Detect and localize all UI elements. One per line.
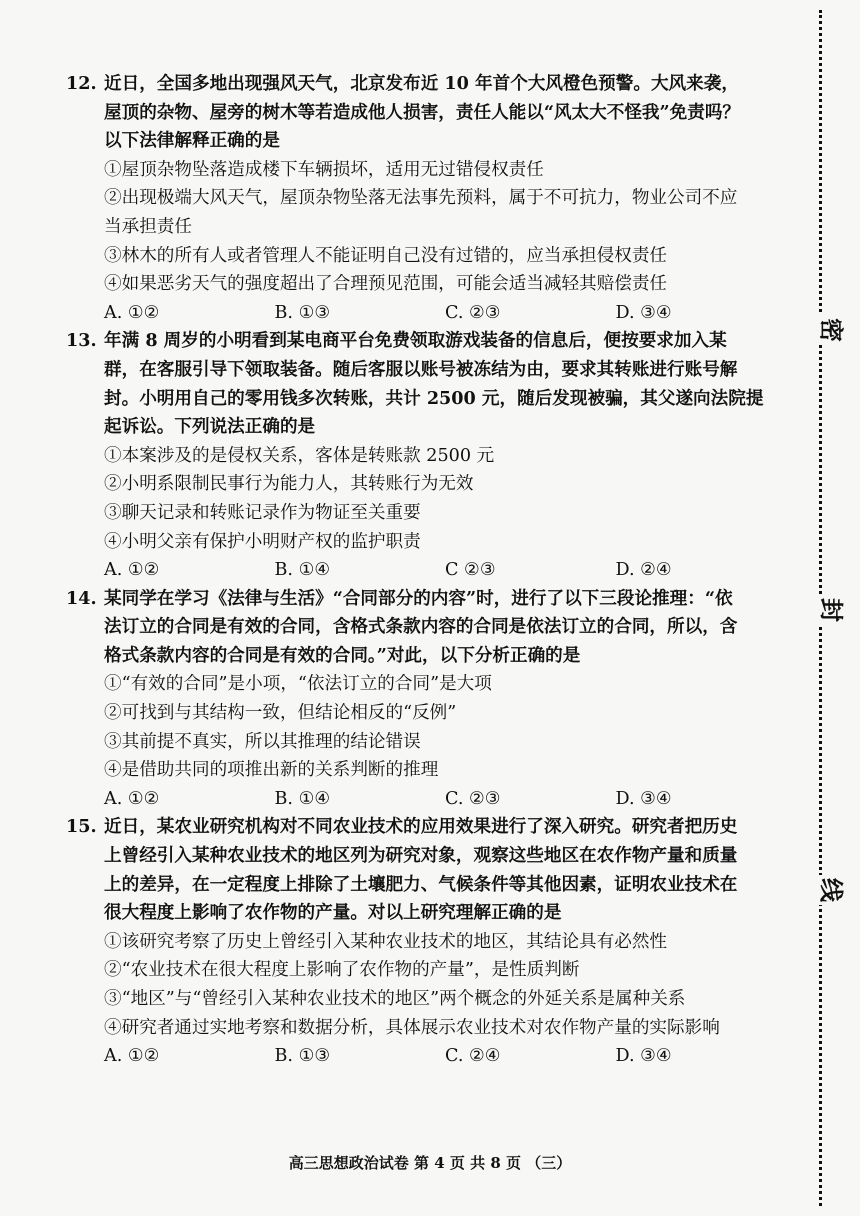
statement-option: ②出现极端大风天气，屋顶杂物坠落无法事先预料，属于不可抗力，物业公司不应 <box>104 188 738 209</box>
question-stem-line <box>66 99 786 128</box>
question-15 <box>66 813 786 1070</box>
answer-choice[interactable]: C. ②③ <box>445 788 501 809</box>
answer-choice[interactable]: D. ②④ <box>615 560 672 581</box>
answer-choice[interactable]: A. ①② <box>104 302 160 323</box>
stem-text: 法订立的合同是有效的合同，含格式条款内容的合同是依法订立的合同，所以，含 <box>104 616 738 638</box>
question-stem-line <box>66 899 786 928</box>
stem-text: 很大程度上影响了农作物的产量。对以上研究理解正确的是 <box>104 902 562 924</box>
stem-text: 上曾经引入某种农业技术的地区列为研究对象，观察这些地区在农作物产量和质量 <box>104 845 738 867</box>
page-footer: 高三思想政治试卷 第 4 页 共 8 页 （三） <box>288 1154 572 1172</box>
statement-option: ①该研究考察了历史上曾经引入某种农业技术的地区，其结论具有必然性 <box>104 931 668 952</box>
answer-choice[interactable]: C. ②③ <box>445 302 501 323</box>
question-stem-line <box>66 813 786 842</box>
answer-choice[interactable]: C ②③ <box>445 560 496 581</box>
statement-option: ④研究者通过实地考察和数据分析，具体展示农业技术对农作物产量的实际影响 <box>104 1017 720 1038</box>
statement-option: ③聊天记录和转账记录作为物证至关重要 <box>104 502 421 523</box>
answer-choice[interactable]: D. ③④ <box>615 788 672 809</box>
answer-choice[interactable]: A. ①② <box>104 788 160 809</box>
stem-text: 年满 8 周岁的小明看到某电商平台免费领取游戏装备的信息后，便按要求加入某 <box>104 330 727 352</box>
answer-choice[interactable]: A. ①② <box>104 1046 160 1067</box>
stem-text: 近日，全国多地出现强风天气，北京发布近 10 年首个大风橙色预警。大风来袭， <box>104 73 739 94</box>
answer-choice[interactable]: C. ②④ <box>445 1046 501 1067</box>
question-number: 15. <box>66 816 97 838</box>
statement-option: ③其前提不真实，所以其推理的结论错误 <box>104 731 421 752</box>
statement-option: 当承担责任 <box>104 216 192 237</box>
stem-text: 起诉讼。下列说法正确的是 <box>104 416 316 438</box>
binding-char-xian: 线 <box>813 875 849 905</box>
question-13 <box>66 327 786 584</box>
question-stem-line <box>66 871 786 900</box>
answer-choice[interactable]: B. ①③ <box>274 1046 331 1067</box>
answer-choices <box>66 785 786 814</box>
binding-char-mi: 密 <box>813 315 849 345</box>
statement-option: ④是借助共同的项推出新的关系判断的推理 <box>104 760 439 781</box>
statement-option: ①“有效的合同”是小项，“依法订立的合同”是大项 <box>104 674 492 695</box>
question-stem-line <box>66 642 786 671</box>
stem-text: 封。小明用自己的零用钱多次转账，共计 2500 元，随后发现被骗，其父遂向法院提 <box>104 387 764 409</box>
question-stem-line <box>66 842 786 871</box>
answer-choice[interactable]: D. ③④ <box>615 302 672 323</box>
stem-text: 以下法律解释正确的是 <box>104 130 280 152</box>
statement-option: ④小明父亲有保护小明财产权的监护职责 <box>104 531 421 552</box>
statement-option: ②“农业技术在很大程度上影响了农作物的产量”，是性质判断 <box>104 960 580 981</box>
question-stem-line <box>66 413 786 442</box>
statement-option: ①屋顶杂物坠落造成楼下车辆损坏，适用无过错侵权责任 <box>104 159 544 180</box>
question-number: 12. <box>66 73 97 94</box>
statement-option: ①本案涉及的是侵权关系，客体是转账款 2500 元 <box>104 445 495 466</box>
question-stem-line <box>66 613 786 642</box>
question-number: 13. <box>66 330 97 352</box>
statement-option: ②小明系限制民事行为能力人，其转账行为无效 <box>104 474 474 495</box>
answer-choice[interactable]: D. ③④ <box>615 1046 672 1067</box>
question-number: 14. <box>66 587 97 609</box>
questions-area <box>66 70 786 1071</box>
answer-choices <box>66 1042 786 1071</box>
binding-char-feng: 封 <box>813 595 849 625</box>
answer-choices <box>66 299 786 328</box>
question-stem-line <box>66 327 786 356</box>
stem-text: 群，在客服引导下领取装备。随后客服以账号被冻结为由，要求其转账进行账号解 <box>104 358 738 380</box>
answer-choice[interactable]: B. ①④ <box>274 788 331 809</box>
stem-text: 上的差异，在一定程度上排除了土壤肥力、气候条件等其他因素，证明农业技术在 <box>104 873 738 895</box>
question-stem-line <box>66 356 786 385</box>
question-12 <box>66 70 786 327</box>
question-14 <box>66 585 786 814</box>
stem-text: 某同学在学习《法律与生活》“合同部分的内容”时，进行了以下三段论推理：“依 <box>104 587 733 609</box>
stem-text: 屋顶的杂物、屋旁的树木等若造成他人损害，责任人能以“风太大不怪我”免责吗？ <box>104 101 741 123</box>
question-stem-line <box>66 585 786 614</box>
question-stem-line <box>66 70 786 99</box>
answer-choice[interactable]: B. ①③ <box>274 302 331 323</box>
stem-text: 近日，某农业研究机构对不同农业技术的应用效果进行了深入研究。研究者把历史 <box>104 816 738 838</box>
answer-choice[interactable]: A. ①② <box>104 560 160 581</box>
statement-option: ④如果恶劣天气的强度超出了合理预见范围，可能会适当减轻其赔偿责任 <box>104 274 668 295</box>
stem-text: 格式条款内容的合同是有效的合同。”对此，以下分析正确的是 <box>104 644 581 666</box>
statement-option: ③“地区”与“曾经引入某种农业技术的地区”两个概念的外延关系是属种关系 <box>104 989 686 1009</box>
answer-choice[interactable]: B. ①④ <box>274 560 331 581</box>
answer-choices <box>66 556 786 585</box>
question-stem-line <box>66 385 786 414</box>
statement-option: ②可找到与其结构一致，但结论相反的“反例” <box>104 703 457 724</box>
question-stem-line <box>66 127 786 156</box>
statement-option: ③林木的所有人或者管理人不能证明自己没有过错的，应当承担侵权责任 <box>104 245 668 266</box>
